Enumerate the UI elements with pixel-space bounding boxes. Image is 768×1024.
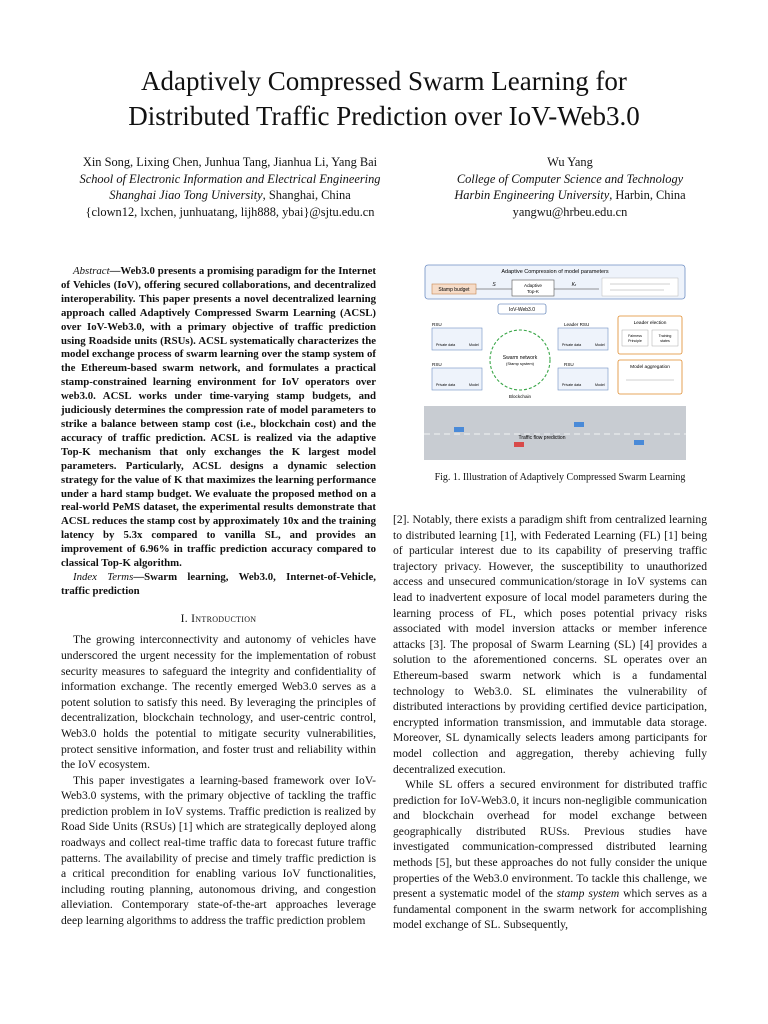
title-line-1: Adaptively Compressed Swarm Learning for [141,66,627,96]
model-label: Model [469,383,479,387]
rsu-label: RSU [564,362,574,367]
index-terms-lead: Index Terms [73,570,134,583]
right-p2-emphasis: stamp system [556,887,620,901]
car [574,422,584,427]
principle-label: Principle [628,339,642,343]
index-terms [61,571,376,599]
fairness-label: Fairness [628,334,642,338]
topk-line1: Adaptive [524,283,542,288]
fairness-box [622,330,648,346]
car [454,427,464,432]
car [514,442,524,447]
traffic-flow-label: Traffic flow prediction [518,435,566,441]
author-affil [410,187,730,204]
abstract [61,265,376,571]
left-column [61,265,376,929]
training-label: Training [658,334,672,338]
car [634,440,644,445]
s-label: S [492,282,496,288]
model-aggregation-label: Model aggregation [630,365,670,370]
stamp-budget-label: Stamp budget [438,287,470,293]
author-univ: Shanghai Jiao Tong University [109,188,263,202]
rsu-label: RSU [432,322,442,327]
author-dept: School of Electronic Information and Electrical Engineering [79,171,381,186]
right-p2-start: While SL offers a secured environment for distributed traffic prediction for IoV-Web3.0, it incurs non-negligible communication and blockchain overhead for model exchange between geographically distributed RUSs. Previous studies have investigated communication-compressed distributed learning methods [5], but these approaches do not fully consider the unique properties of the Web3.0 environment. To tackle this challenge, we present a systematic model of the [393,778,707,901]
iov-label: IoV-Web3.0 [508,307,536,313]
author-names: Xin Song, Lixing Chen, Junhua Tang, Jianhua Li, Yang Bai [82,155,378,169]
training-box [652,330,678,346]
author-dept: College of Computer Science and Technology [456,171,684,186]
fig-top-title: Adaptive Compression of model parameters [501,269,609,275]
author-affil [60,187,400,204]
right-p2-end: which serves as a fundamental component in the swarm network for accomplishing model exchange of SL. Subsequently, [393,887,707,932]
abstract-lead: Abstract [73,265,110,277]
authors-right [410,154,730,220]
author-names: Wu Yang [547,155,593,169]
swarm-network-label: Swarm network [502,355,538,361]
intro-paragraph-1: The growing interconnectivity and autonomy of vehicles have underscored the urgent necessity for the implementation of robust security measures to safeguard the integrity and confidentiality of information exchange. The recently emerged Web3.0 serves as a potent solution to satisfy this need. By leveraging the principles of decentralization, blockchain technology, and user-centric control, Web3.0 holds the potential to mitigate security vulnerabilities, protect sensitive information, and foster trust and reliability within the IoV ecosystem. [61,633,376,772]
author-email: {clown12, lxchen, junhuatang, lijh888, ybai}@sjtu.edu.cn [85,204,375,219]
author-univ: Harbin Engineering University [454,188,610,202]
private-data-label: Private data [436,343,456,347]
private-data-label: Private data [436,383,456,387]
model-label: Model [595,383,605,387]
blockchain-label: Blockchain [508,394,532,399]
author-email: yangwu@hrbeu.edu.cn [512,204,628,219]
stamp-system-label: (Stamp system) [505,361,535,366]
right-column [393,512,707,933]
section-heading: I. Introduction [180,611,257,625]
rsu-label: RSU [432,362,442,367]
model-label: Model [469,343,479,347]
author-loc: , Harbin, China [609,188,686,202]
figure-1 [424,264,686,460]
abstract-body: —Web3.0 presents a promising paradigm for the Internet of Vehicles (IoV), offering secured collaborations, and decentralized interoperability. This paper presents a novel decentralized learning approach called Adaptively Compressed Swarm Learning (ACSL) over IoV-Web3.0, with a primary objective of traffic prediction using Roadside units (RSUs). ACSL systematically characterizes the model exchange process of swarm learning over the stamp system of the Ethereum-based swarm network, and formulates a practical stamp-constrained learning environment for IoV operators over web3.0. ACSL works under time-varying stamp budgets, and judiciously determines the compression rate of model parameters to strike a balance between stamp cost (i.e., blockchain cost) and the accuracy of traffic prediction. ACSL is realized via the adaptive Top-K mechanism that only exchanges the K largest model parameters. Particularly, ACSL designs a dynamic selection strategy for the value of K that maximizes the learning performance under a hard stamp budget. We evaluate the proposed method on a real-world PeMS dataset, the experimental results demonstrate that ACSL reduces the stamp cost by approximately 10x and the training latency by 5.3x compared to vanilla SL, and provides an improvement of 6.96% in traffic prediction accuracy compared to classical Top-K algorithm. [61,265,376,570]
private-data-label: Private data [562,383,582,387]
topk-line2: Top-K [527,289,539,294]
right-paragraph-2 [393,777,707,933]
model-label: Model [595,343,605,347]
road-surface [424,406,686,460]
figure-caption: Fig. 1. Illustration of Adaptively Compressed Swarm Learning [434,472,686,483]
authors-left [60,154,400,220]
states-label: states [660,339,670,343]
author-loc: , Shanghai, China [262,188,351,202]
kt-label: Kₜ [571,282,577,288]
index-terms-body: —Swarm learning, Web3.0, Internet-of-Vehicle, traffic prediction [61,570,376,597]
formula-box [602,278,678,296]
leader-election-label: Leader election [633,321,667,326]
private-data-label: Private data [562,343,582,347]
intro-paragraph-2: This paper investigates a learning-based framework over IoV-Web3.0 systems, with the primary objective of tackling the traffic prediction problem in IoV systems. Traffic prediction is realized by Road Side Units (RSUs) [1] which are strategically deployed along roadways and collect real-time traffic data to forecast future traffic patterns. The availability of precise and timely traffic prediction is a critical precondition for enabling various IoV functionalities, including routing planning, autonomous driving, and congestion alleviation. Contemporary state-of-the-art approaches leverage deep learning algorithms to address the traffic prediction problem [61,773,376,928]
paper-title [40,64,728,134]
leader-rsu-label: Leader RSU [564,322,590,327]
title-line-2: Distributed Traffic Prediction over IoV-Web3.0 [128,101,640,131]
right-paragraph-1: [2]. Notably, there exists a paradigm shift from centralized learning to distributed learning [1], with Federated Learning (FL) [1] being of particular interest due to its capability of preserving traffic trajectory privacy. However, the susceptibility to unauthorized access and unsecured communication/storage in IoV systems can lead to inadvertent exposure of local model parameters during the learning process of FL, which poses potential privacy risks associated with model inversion attacks or member inference attacks [3]. The proposal of Swarm Learning (SL) [4] provides a solution to the aforementioned concerns. SL operates over an Ethereum-based swarm network which is a fundamental technology to Web3.0. SL eliminates the vulnerability of distributed interactions by providing certified device participation, encrypted information transmission, and immutable data storage. Moreover, SL dynamically selects leaders among participants for model collection and aggregation, thereby achieving fully decentralized execution. [393,513,707,776]
